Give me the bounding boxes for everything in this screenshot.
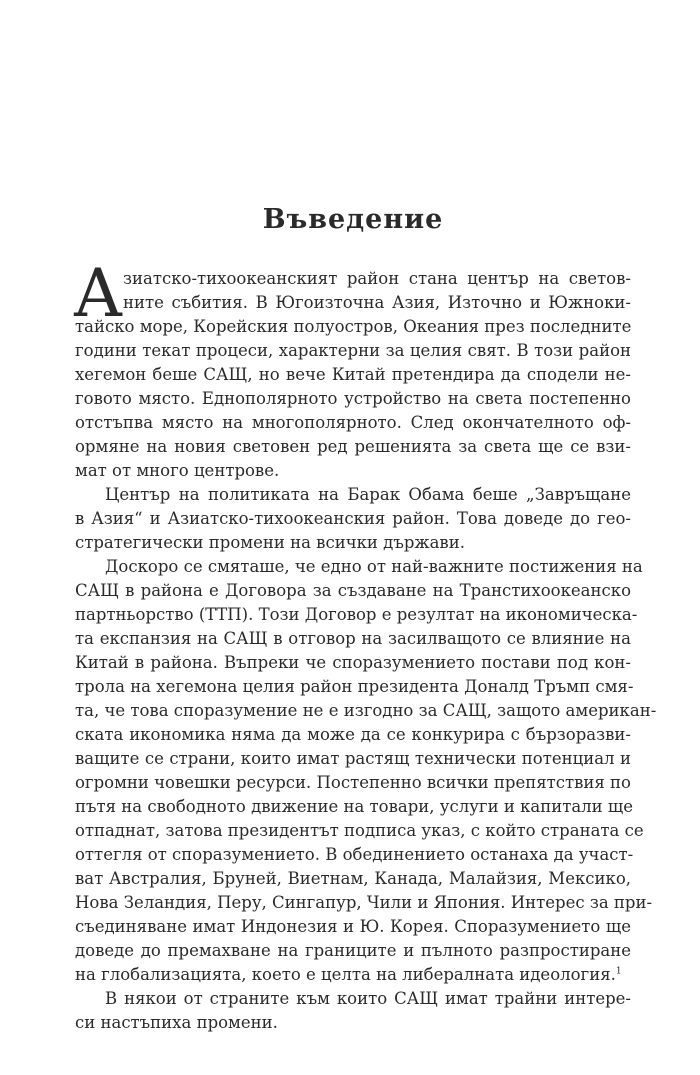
text-line: ормяне на новия световен ред решенията за света ще се взи-	[75, 437, 631, 456]
text-line: съединяване имат Индонезия и Ю. Корея. Споразумението ще	[75, 917, 631, 936]
text-line: партньорство (ТТП). Този Договор е резултат на икономическа-	[75, 605, 638, 624]
drop-cap: А	[73, 255, 123, 332]
text-line: огромни човешки ресурси. Постепенно всички препятствия по	[75, 773, 631, 792]
text-line: ската икономика няма да може да се конкурира с бързоразви-	[75, 725, 631, 744]
text-line: пътя на свободното движение на товари, услуги и капитали ще	[75, 797, 634, 816]
text-line: та експанзия на САЩ в отговор на засилващото се влияние на	[75, 629, 631, 648]
text-line: оттегля от споразумението. В обединението останаха да участ-	[75, 845, 634, 864]
text-line: Доскоро се смяташе, че едно от най-важните постижения на	[105, 557, 643, 576]
text-line: ните събития. В Югоизточна Азия, Източно и Южноки-	[123, 293, 631, 312]
book-page	[73, 0, 657, 1075]
text-line: В някои от страните към които САЩ имат трайни интере-	[105, 989, 631, 1008]
text-line: та, че това споразумение не е изгодно за САЩ, защото американ-	[75, 701, 657, 720]
chapter-heading: Въведение	[262, 204, 444, 235]
text-line: хегемон беше САЩ, но вече Китай претендира да сподели не-	[75, 365, 631, 384]
text-line: говото място. Еднополярното устройство на света постепенно	[75, 389, 631, 408]
text-line: Нова Зеландия, Перу, Сингапур, Чили и Япония. Интерес за при-	[75, 893, 653, 912]
text-line: САЩ в района е Договора за създаване на Транстихоокеанско	[75, 581, 631, 600]
text-line: доведе до премахване на границите и пълното разпростиране	[75, 941, 631, 960]
text-line: трола на хегемона целия район президента Доналд Тръмп смя-	[75, 677, 634, 696]
body-text	[73, 255, 657, 1035]
text-line	[75, 963, 631, 987]
text-line: ващите се страни, които имат растящ технически потенциал и	[75, 749, 631, 768]
text-line: зиатско-тихоокеанският район стана център на светов-	[123, 269, 631, 288]
text-line: си настъпиха промени.	[75, 1013, 278, 1032]
text-line: отстъпва място на многополярното. След окончателното оф-	[75, 413, 631, 432]
text-line: Център на политиката на Барак Обама беше „Завръщане	[105, 485, 631, 504]
text-line: отпаднат, затова президентът подписа указ, с който страната се	[75, 821, 644, 840]
text-line-content: на глобализацията, което е целта на либералната идеология.	[75, 965, 616, 984]
text-line: ват Австралия, Бруней, Виетнам, Канада, Малайзия, Мексико,	[75, 869, 631, 888]
text-line: в Азия“ и Азиатско-тихоокеанския район. Това доведе до гео-	[75, 509, 631, 528]
text-line: тайско море, Корейския полуостров, Океания през последните	[75, 317, 632, 336]
text-line: стратегически промени на всички държави.	[75, 533, 465, 552]
text-line: мат от много центрове.	[75, 461, 280, 480]
text-line: Китай в района. Въпреки че споразумението постави под кон-	[75, 653, 631, 672]
text-line: години текат процеси, характерни за целия свят. В този район	[75, 341, 631, 360]
footnote-marker[interactable]: 1	[615, 966, 622, 977]
